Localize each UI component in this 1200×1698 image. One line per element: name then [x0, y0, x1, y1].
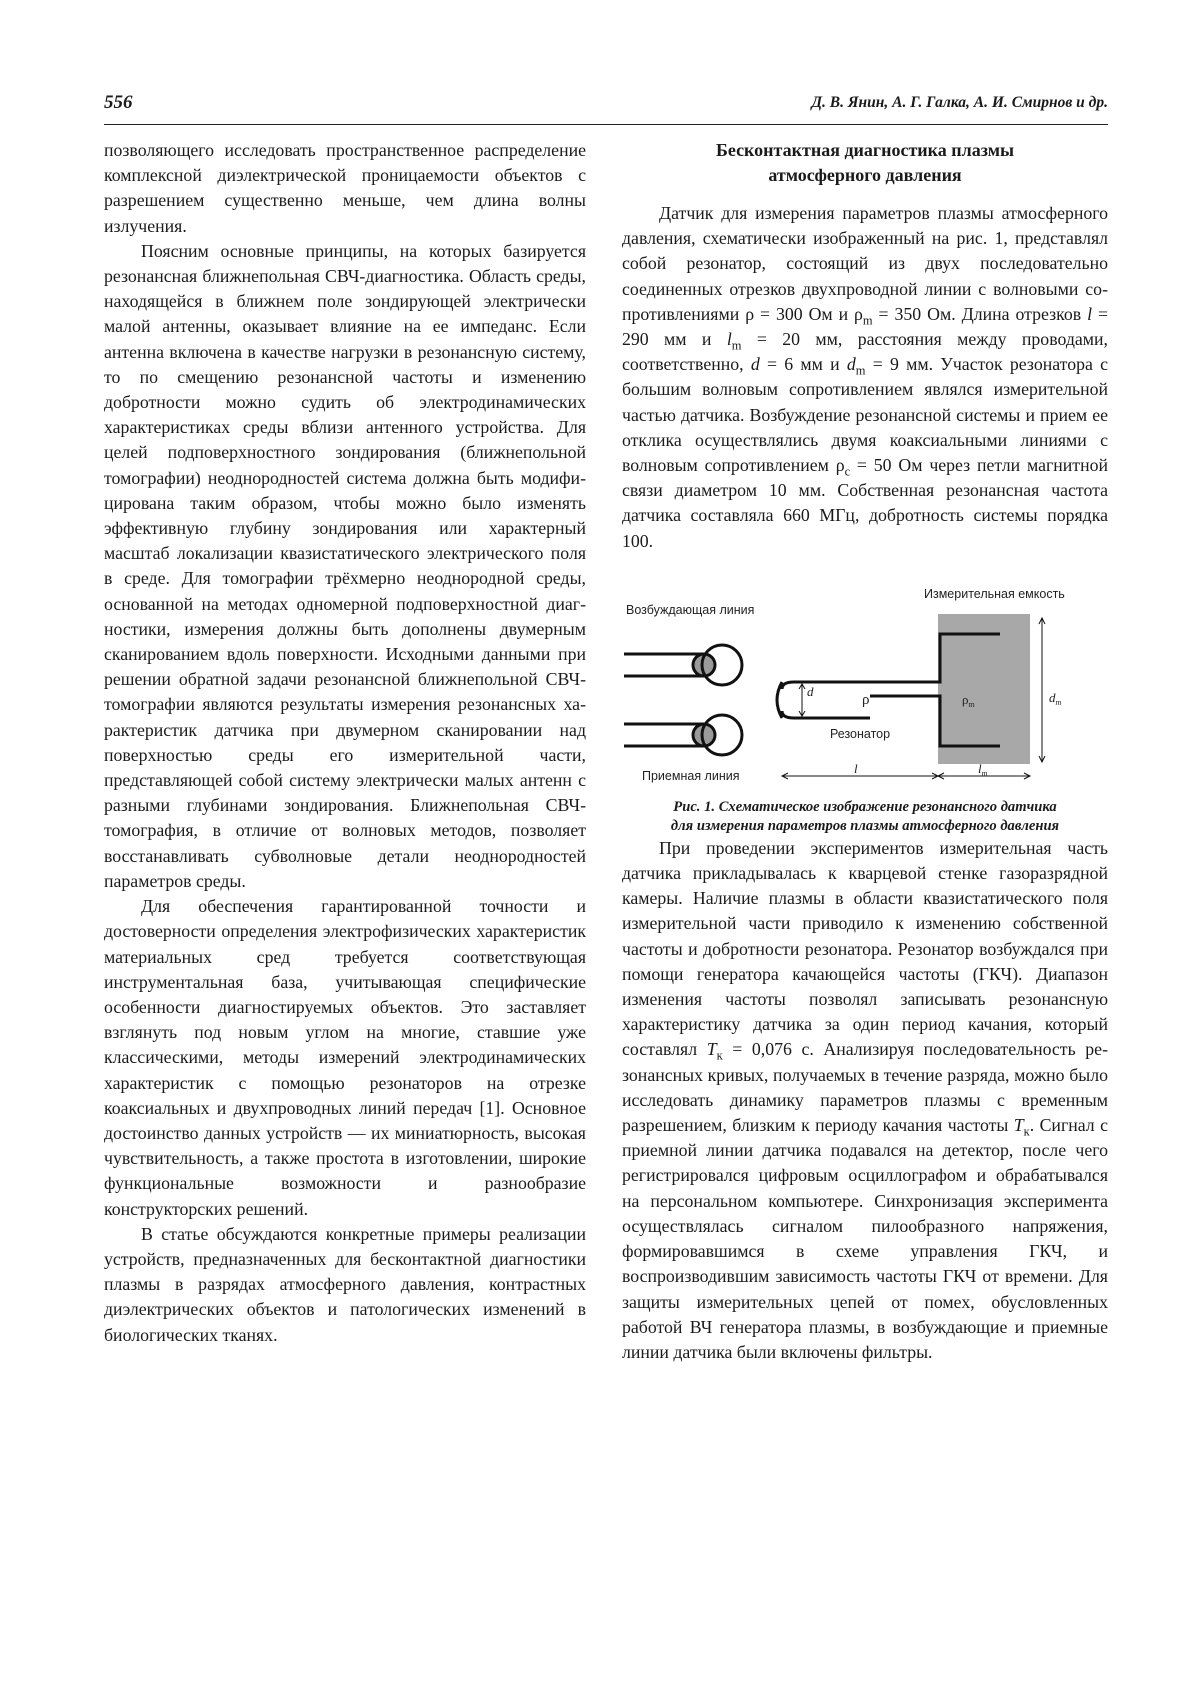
symbol-rho: ρ: [862, 691, 870, 708]
variable: d: [750, 354, 760, 375]
variable: T: [706, 1039, 717, 1060]
paragraph: [622, 201, 1108, 554]
label-excitation-line: Возбуждающая линия: [626, 602, 755, 617]
section-title: [622, 138, 1108, 188]
text-run: = 290 мм и: [622, 303, 1108, 350]
sensor-diagram: [622, 580, 1108, 790]
paragraph: Для обеспечения гарантированной точности и достоверности определения электрофизических характеристик материальных сред требуется соответствующая инструментальная база, учитывающая специфические особенности диагностируемых объектов. Это заставляет взглянуть под новым углом на многие, ставшие уже классическими, методы измерений электродинамических характеристик с помощью резонаторов на отрезке коаксиальных и двухпроводных линий передач [1]. Основное достоинство данных устройств — их миниатюрность, высокая чувствительность, а также простота в изготовлении, широкие функциональные возможности и разнообразие конструкторских решений.: [104, 896, 586, 1219]
section-title-line: атмосферного давления: [768, 165, 962, 185]
text-run: . Сигнал с приемной линии датчика подавался на детектор, после чего регистрировался цифровым осциллографом и обрабатывался на персональном компьютере. Синхронизация эксперимента осуществлялась сигналом пилообразного напряжения, формировавшимся в схеме управления ГКЧ, и воспроизводившим зависимость частоты ГКЧ от времени. Для защиты измерительных цепей от помех, обусловленных работой ВЧ генератора плазмы, в возбуждающие и приемные линии датчика были включены фильтры.: [622, 1115, 1108, 1362]
text-run: = 6 мм и: [759, 354, 847, 375]
symbol-lm-sub: m: [981, 768, 988, 778]
text-run: = 0,076 с. Анализируя последовательность резонансных кривых, получаемых в течение разряда, можно было исследовать динамику параметров плазмы с временным разрешением, близким к периоду качания частоты: [622, 1039, 1108, 1136]
variable: l: [1087, 303, 1093, 324]
subscript: m: [855, 363, 866, 378]
symbol-rho-m-base: ρ: [962, 691, 969, 707]
left-column: [104, 138, 586, 1348]
symbol-l: l: [854, 760, 858, 776]
wire-upper-resonator: [782, 682, 870, 689]
wire-lower-resonator: [782, 711, 870, 718]
paragraph: В статье обсуждаются конкретные примеры реализации устройств, предназначенных для бесконтактной диагностики плазмы в разрядах атмосферного давления, контрастных диэлектрических объектов и патологических изменений в биологических тканях.: [104, 1223, 586, 1345]
subscript: к: [1023, 1124, 1030, 1139]
subscript: m: [862, 313, 873, 328]
section-title-line: Бесконтактная диагностика плазмы: [715, 140, 1015, 160]
paragraph: Поясним основные принципы, на которых базируется резонансная ближнепольная СВЧ-диагностика. Область среды, находящейся в ближнем поле зондирующей электрически малой антенны, оказывает влияние на ее импеданс. Если антенна включена в качестве нагрузки в резонансную систему, то по смещению резонансной частоты и изменению добротности можно судить об электродинамических характеристиках среды вблизи антенного устройства. Для целей подповерхностного зондирования (ближнепольной томографии) неоднородностей система должна быть модифицирована таким образом, чтобы можно было изменять эффективную глубину зондирования или характерный масштаб локализации квазистатического электрического поля в среде. Для томографии трёхмерно неоднородной среды, основанной на методах одномерной подповерхностной диагностики, измерения должны быть дополнены двумерным сканированием вдоль поверхности. Исходными данными при решении обратной задачи резонансной ближнепольной СВЧ-томографии являются результаты измерения резонансных характеристик датчика при двумерном сканировании над поверхностью среды его измерительной части, представляющей собой систему электрически малых антенн с разными глубинами зондирования. Ближнепольная СВЧ-томография, в отличие от волновых методов, позволяет восстанавливать субволновые детали неоднородностей параметров среды.: [104, 240, 586, 891]
symbol-dm-sub: m: [1055, 697, 1062, 707]
subscript: m: [731, 338, 742, 353]
figure-resonator-sensor: [622, 580, 1108, 790]
text-run: = 9 мм. Участок резонатора с большим волновым сопротивлением являлся измерительной частью датчика. Возбуждение резонансной системы и прием ее отклика осуществлялись двумя коаксиальными линиями с волновым сопротивлением ρ: [622, 354, 1108, 476]
symbol-rho-m-sub: m: [968, 699, 975, 709]
label-resonator: Резонатор: [830, 726, 891, 741]
variable: T: [1013, 1115, 1024, 1136]
text-run: При проведении экспериментов измерительная часть датчика прикладывалась к кварцевой стенке газоразрядной камеры. Наличие плазмы в области квазистатического поля измерительной части приводило к изменению собственной частоты и добротности резонатора. Резонатор возбуждался при помощи генератора качающейся частоты (ГКЧ). Диапазон изменения частоты позволял записывать резонансную характеристику датчика за один период качания, который составлял: [622, 837, 1108, 1060]
symbol-dm-base: d: [1049, 689, 1056, 705]
subscript: к: [716, 1049, 723, 1064]
text-run: = 50 Ом через петли магнитной связи диаметром 10 мм. Собственная резонансная частота датчика составляла 660 МГц, добротность системы порядка 100.: [622, 455, 1108, 551]
paragraph: [622, 836, 1108, 1365]
figure-caption: [622, 798, 1108, 836]
text-run: = 20 мм, расстояния между проводами, соответственно,: [622, 329, 1108, 375]
text-run: Датчик для измерения параметров плазмы атмосферного давления, схематически изображенный на рис. 1, представлял собой резонатор, состоящий из двух последовательно соединенных отрезков двухпроводной линии с волновыми сопротивлениями ρ = 300 Ом и ρ: [622, 203, 1108, 324]
subscript: c: [844, 464, 851, 479]
right-column: [622, 138, 1108, 1365]
symbol-lm-base: l: [978, 760, 982, 776]
symbol-dm: [1049, 690, 1062, 707]
page-number: 556: [104, 92, 133, 113]
running-head-authors: Д. В. Янин, А. Г. Галка, А. И. Смирнов и др.: [811, 94, 1108, 111]
text-run: = 350 Ом. Длина отрезков: [872, 303, 1088, 324]
paragraph: позволяющего исследовать пространственное распределение комплексной диэлектрической проницаемости объектов с разрешением существенно меньше, чем длина волны излучения.: [104, 140, 586, 236]
symbol-d: d: [807, 683, 814, 699]
label-measuring-capacitance: Измерительная емкость: [924, 586, 1065, 601]
caption-line: для измерения параметров плазмы атмосферного давления: [670, 817, 1060, 834]
variable: d: [846, 354, 856, 375]
label-receiving-line: Приемная линия: [642, 768, 740, 783]
variable: l: [726, 329, 732, 350]
running-header: [104, 92, 1108, 125]
measuring-capacitance-block: [938, 614, 1030, 764]
caption-line: Рис. 1. Схематическое изображение резонансного датчика: [673, 798, 1057, 815]
